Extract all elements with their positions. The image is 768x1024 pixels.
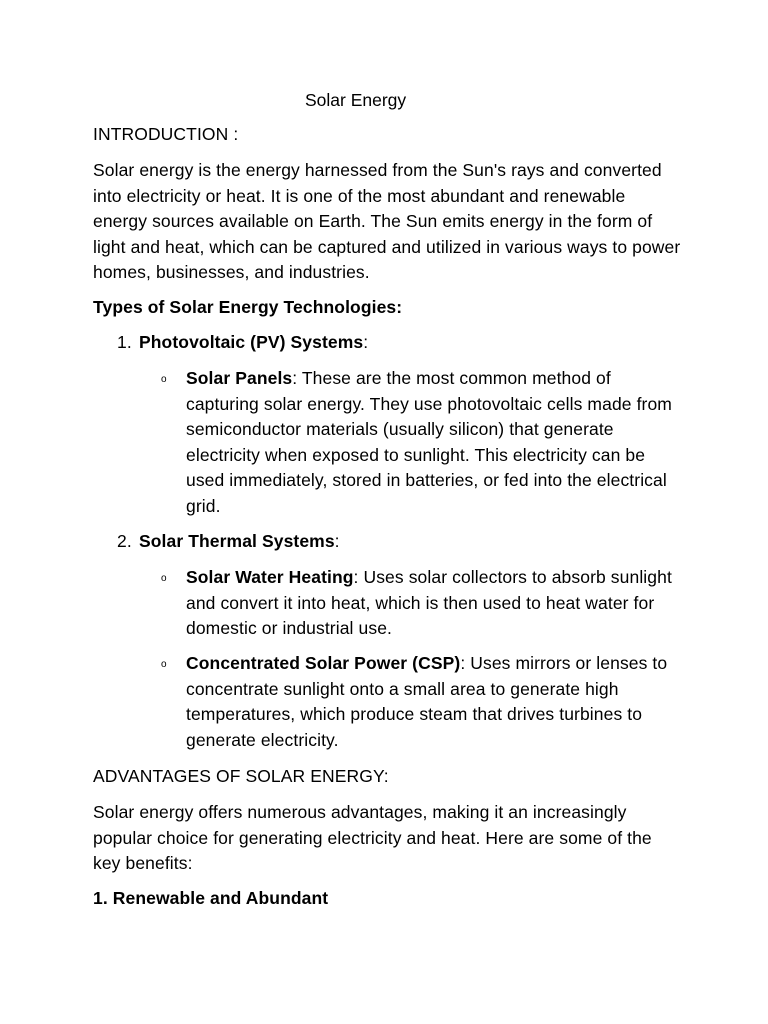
list-number: 1. (117, 332, 132, 352)
sub-list-item-text (186, 651, 681, 753)
sub-list-item-label: Solar Panels (186, 368, 293, 388)
renewable-heading: 1. Renewable and Abundant (93, 888, 329, 908)
sub-list-item-csp (161, 651, 681, 753)
document-title: Solar Energy (305, 90, 407, 110)
list-item-suffix: : (334, 531, 340, 551)
list-item-label-wrapper (139, 529, 340, 555)
sub-list-item-label: Solar Water Heating (186, 567, 354, 587)
hollow-bullet-icon: o (161, 659, 167, 670)
sub-list-item-label: Concentrated Solar Power (CSP) (186, 653, 461, 673)
advantages-heading-text: ADVANTAGES OF SOLAR ENERGY (93, 766, 384, 786)
hollow-bullet-icon: o (161, 374, 167, 385)
list-item-label: Photovoltaic (PV) Systems (139, 332, 364, 352)
types-list-item-1 (117, 330, 368, 356)
intro-heading: INTRODUCTION : (93, 124, 239, 144)
list-item-label: Solar Thermal Systems (139, 531, 335, 551)
intro-paragraph: Solar energy is the energy harnessed from the Sun's rays and converted into electricity or heat. It is one of the most abundant and renewable energy sources available on Earth. The Sun emits energy in the form of light and heat, which can be captured and utilized in various ways to power homes, businesses, and industries. (93, 160, 681, 283)
types-list-item-2 (117, 529, 340, 555)
list-number: 2. (117, 531, 132, 551)
sub-list-item-body: : These are the most common method of capturing solar energy. They use photovoltaic cells made from semiconductor materials (usually silicon) that generate electricity when exposed to sunlight. This electricity can be used immediately, stored in batteries, or fed into the electrical grid. (186, 368, 672, 516)
advantages-paragraph: Solar energy offers numerous advantages, making it an increasingly popular choice for generating electricity and heat. Here are some of the key benefits: (93, 802, 652, 874)
advantages-heading (93, 764, 389, 790)
hollow-bullet-icon: o (161, 573, 167, 584)
sub-list-item-text (186, 565, 681, 642)
list-item-suffix: : (363, 332, 369, 352)
sub-list-item-solar-water-heating (161, 565, 681, 642)
advantages-heading-suffix: : (383, 766, 389, 786)
sub-list-item-body: : Uses solar collectors to absorb sunlight and convert it into heat, which is then used to heat water for domestic or industrial use. (186, 567, 672, 639)
sub-list-item-text (186, 366, 681, 520)
sub-list-item-body: : Uses mirrors or lenses to concentrate sunlight onto a small area to generate high temperatures, which produce steam that drives turbines to generate electricity. (186, 653, 668, 750)
types-heading: Types of Solar Energy Technologies: (93, 297, 403, 317)
sub-list-item-solar-panels (161, 366, 681, 520)
list-item-label-wrapper (139, 330, 368, 356)
